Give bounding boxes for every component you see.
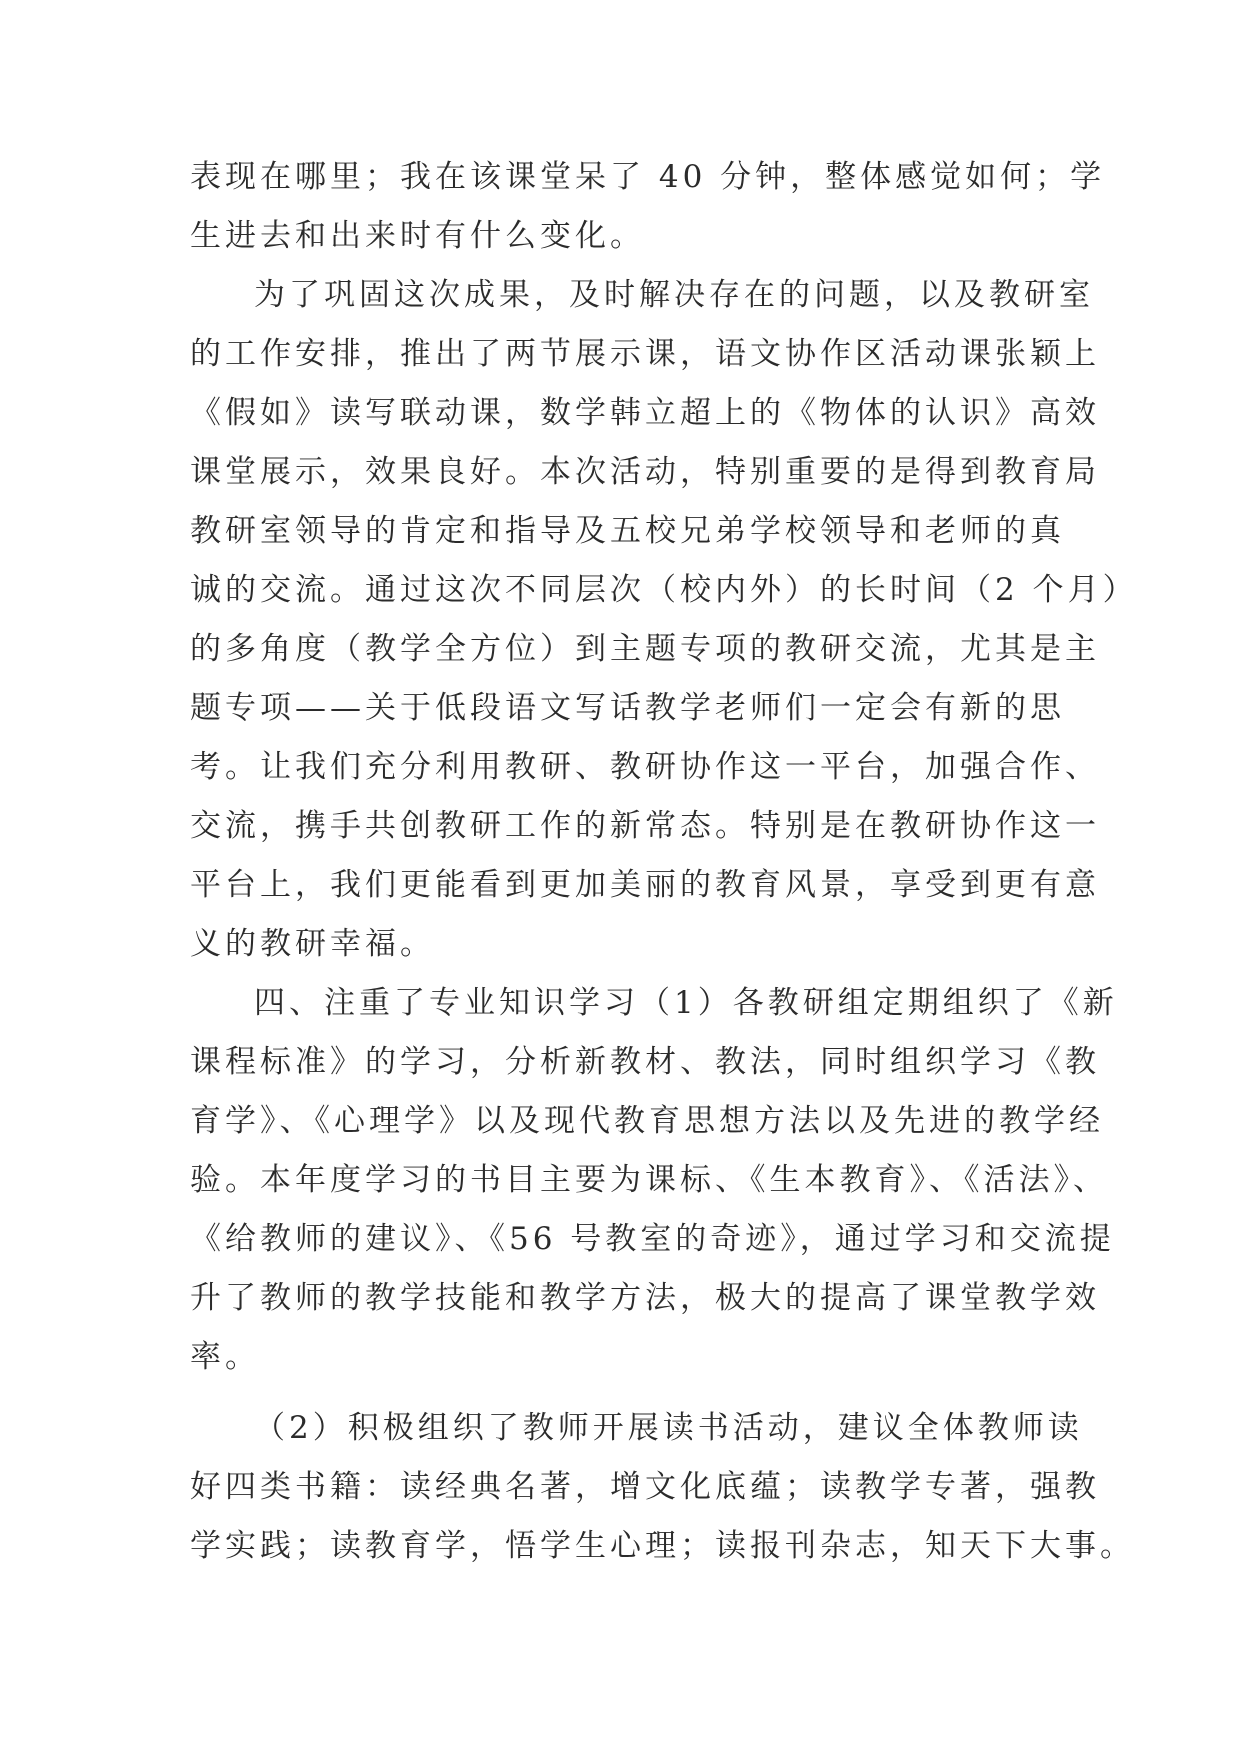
text-line: 验。本年度学习的书目主要为课标、《生本教育》、《活法》、 — [190, 1162, 1108, 1198]
text-line: 生进去和出来时有什么变化。 — [190, 218, 645, 254]
text-line: 的多角度（教学全方位）到主题专项的教研交流，尤其是主 — [190, 631, 1100, 667]
text-line: 义的教研幸福。 — [190, 926, 435, 962]
document-body — [190, 148, 1138, 1576]
text-line: 诚的交流。通过这次不同层次（校内外）的长时间（2 个月） — [190, 572, 1138, 608]
text-line: 课程标准》的学习，分析新教材、教法，同时组织学习《教 — [190, 1044, 1100, 1080]
text-line: 学实践；读教育学，悟学生心理；读报刊杂志，知天下大事。 — [190, 1528, 1135, 1564]
text-line: 考。让我们充分利用教研、教研协作这一平台，加强合作、 — [190, 749, 1100, 785]
text-line: 教研室领导的肯定和指导及五校兄弟学校领导和老师的真 — [190, 513, 1065, 549]
text-line: 平台上，我们更能看到更加美丽的教育风景，享受到更有意 — [190, 867, 1100, 903]
text-line: 《假如》读写联动课，数学韩立超上的《物体的认识》高效 — [190, 395, 1100, 431]
text-line: 表现在哪里；我在该课堂呆了 40 分钟，整体感觉如何；学 — [190, 159, 1106, 195]
text-line: 题专项——关于低段语文写话教学老师们一定会有新的思 — [190, 690, 1065, 726]
paragraph-start-line: 四、注重了专业知识学习（1）各教研组定期组织了《新 — [254, 985, 1118, 1021]
text-line: 率。 — [190, 1339, 260, 1375]
text-line: 的工作安排，推出了两节展示课，语文协作区活动课张颖上 — [190, 336, 1100, 372]
paragraph-start-line: （2）积极组织了教师开展读书活动，建议全体教师读 — [254, 1410, 1083, 1446]
text-line: 育学》、《心理学》以及现代教育思想方法以及先进的教学经 — [190, 1103, 1104, 1139]
text-line: 升了教师的教学技能和教学方法，极大的提高了课堂教学效 — [190, 1280, 1100, 1316]
paragraph-start-line: 为了巩固这次成果，及时解决存在的问题，以及教研室 — [254, 277, 1094, 313]
text-line: 交流，携手共创教研工作的新常态。特别是在教研协作这一 — [190, 808, 1100, 844]
text-line: 《给教师的建议》、《56 号教室的奇迹》，通过学习和交流提 — [190, 1221, 1115, 1257]
text-line: 课堂展示，效果良好。本次活动，特别重要的是得到教育局 — [190, 454, 1100, 490]
text-line: 好四类书籍：读经典名著，增文化底蕴；读教学专著，强教 — [190, 1469, 1100, 1505]
